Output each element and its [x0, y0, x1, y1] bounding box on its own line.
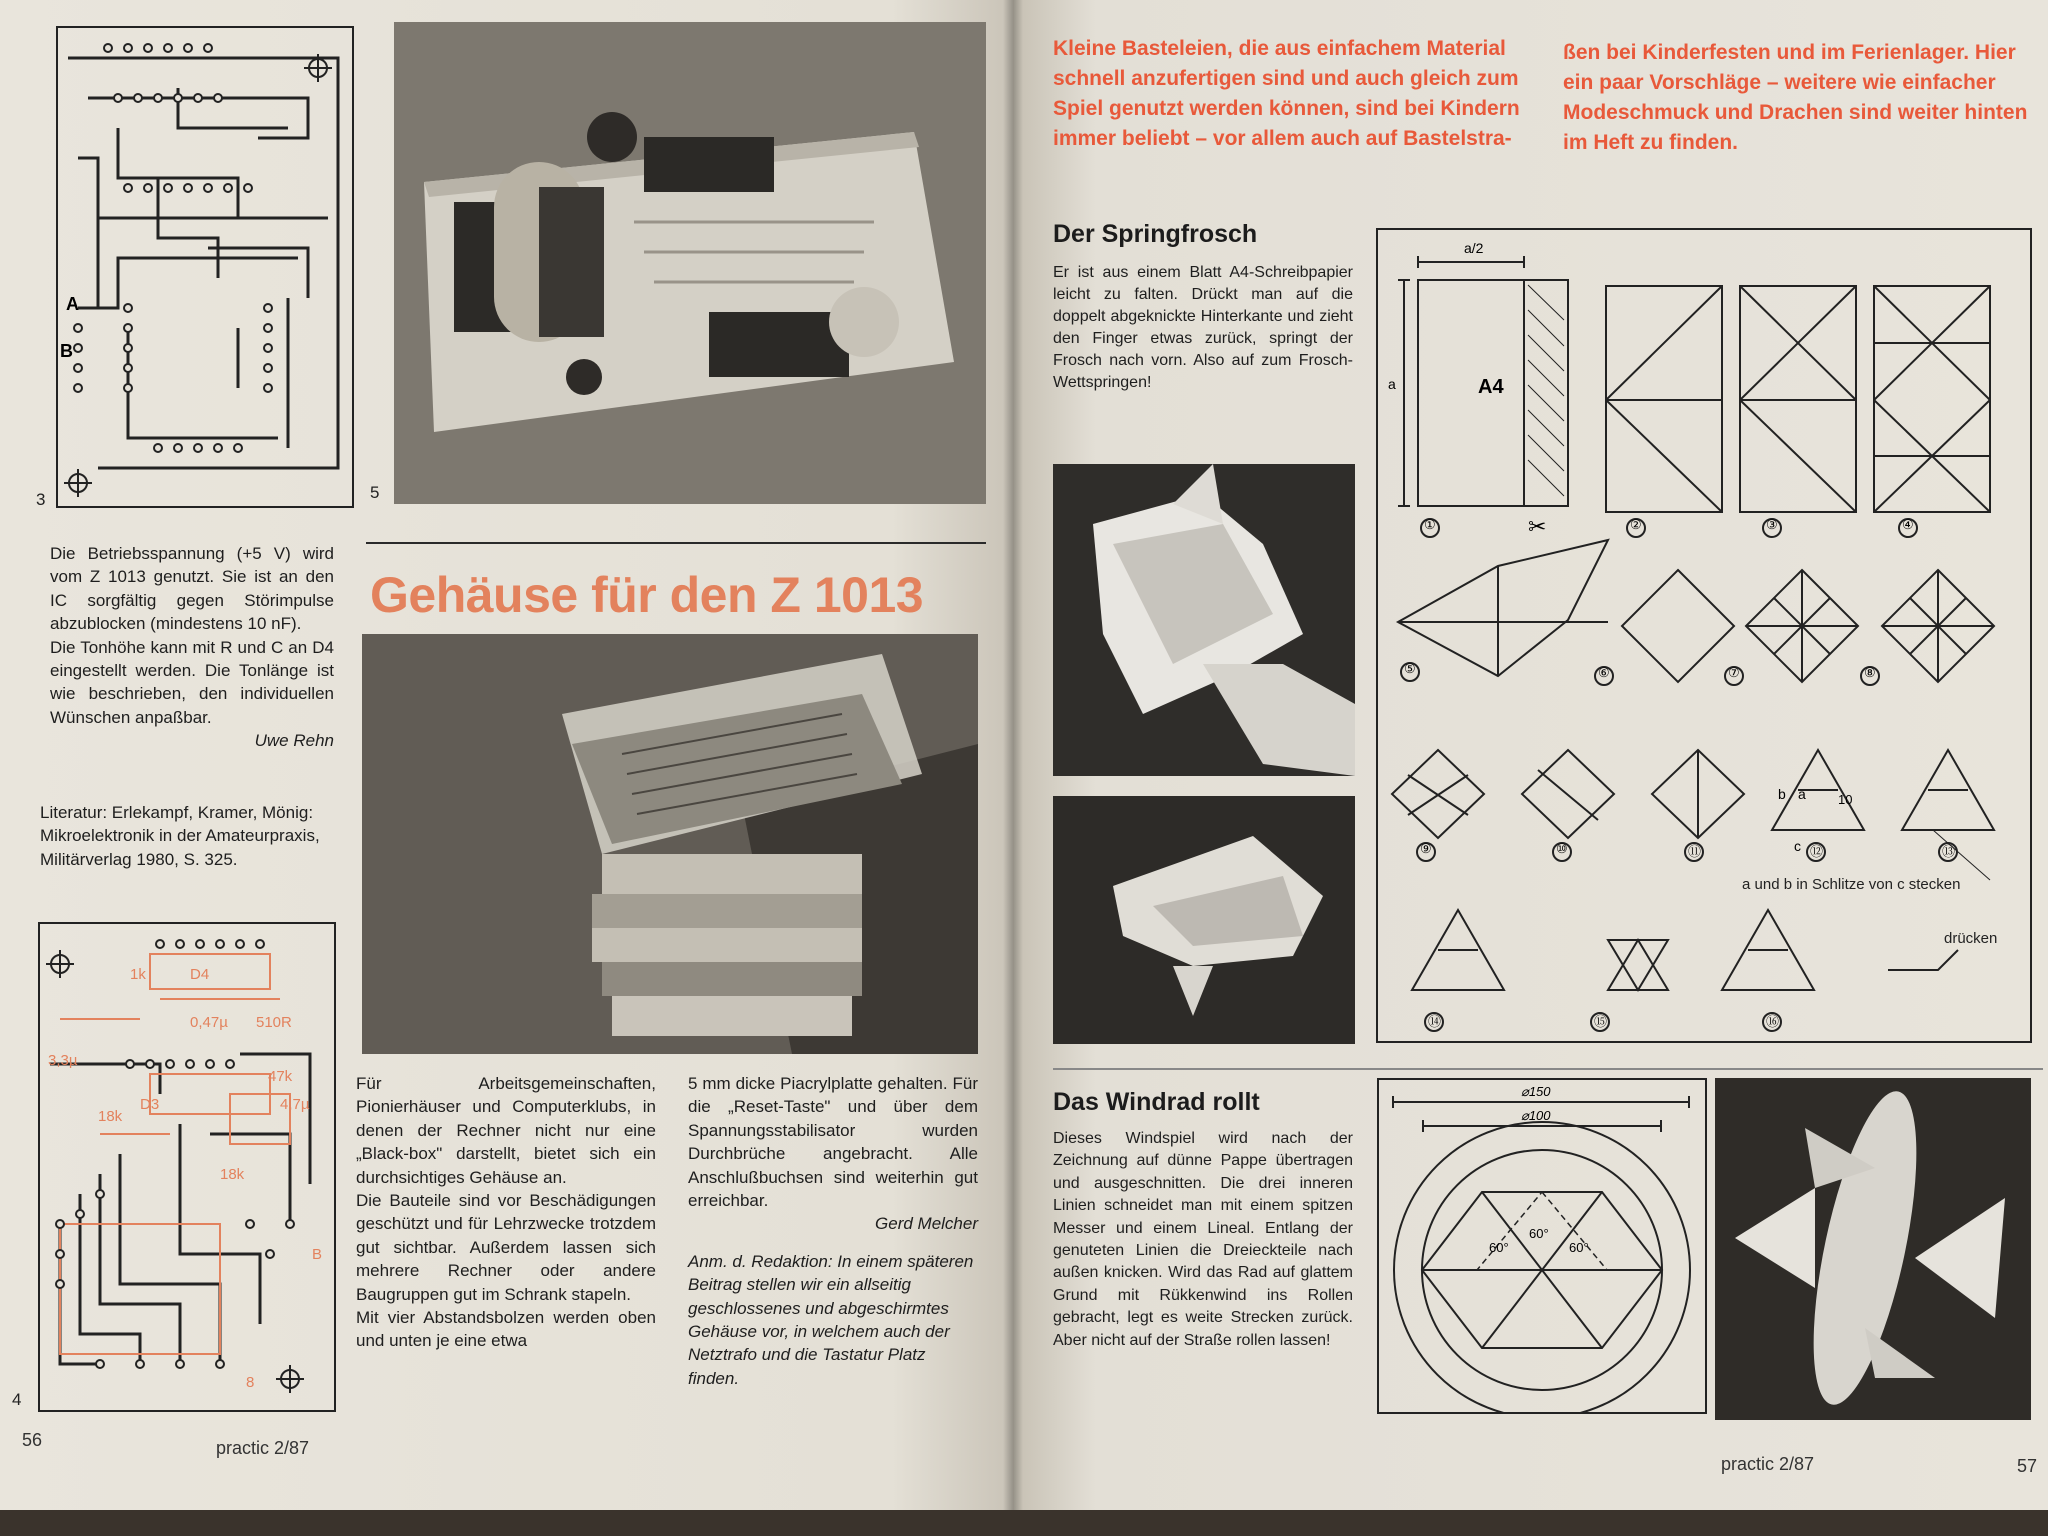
step-15-number: ⑮ [1594, 1014, 1608, 1029]
dim-half-label: a/2 [1464, 240, 1484, 256]
fig4-label-47k: 47k [268, 1068, 293, 1085]
case-paragraph2: Die Bauteile sind vor Beschädigungen geschützt und für Lehrzwecke trotzdem gut sichtbar. Außerdem lassen sich mehrere Rechner oder andere Baugruppen gut im Schrank stapeln. [356, 1191, 656, 1304]
left-page-number: 56 [22, 1430, 43, 1450]
fig4-label-33u: 3,3µ [48, 1052, 78, 1069]
dim-a-label: a [1388, 376, 1396, 392]
section-divider [366, 542, 986, 544]
literature-reference: Literatur: Erlekampf, Kramer, Mönig: Mikroelektronik in der Amateurpraxis, Militärverlag 1980, S. 325. [40, 803, 320, 869]
intro-column2: ßen bei Kinderfesten und im Ferienlager. Hier ein paar Vorschläge – weitere wie einfacher Modeschmuck und Drachen sind weiter hinten im Heft zu finden. [1563, 41, 2028, 154]
fig4-label-47u: 4,7µ [280, 1096, 310, 1113]
case-paragraph4: 5 mm dicke Piacrylplatte gehalten. Für die „Reset-Taste" und über dem Spannungsstabilisator wurden Durchbrüche angebracht. Alle Anschlußbuchsen sind weiterhin gut erreichbar. [688, 1074, 978, 1211]
step-13-number: ⑬ [1942, 844, 1956, 859]
folding-diagram [1376, 228, 2032, 1043]
fig4-label-b: B [312, 1246, 323, 1263]
step-14-number: ⑭ [1428, 1014, 1442, 1029]
figure4-component-layout [38, 922, 336, 1412]
wheel-construction-diagram [1379, 1080, 1705, 1412]
step-10-number: ⑩ [1556, 841, 1568, 856]
step-5-number: ⑤ [1404, 661, 1416, 676]
step-12-number: ⑫ [1810, 844, 1824, 859]
press-instruction: drücken [1944, 930, 1998, 947]
intro-column1: Kleine Basteleien, die aus einfachem Material schnell anzufertigen sind und auch gleich zum Spiel genutzt werden können, sind bei Kindern immer beliebt – vor allem auch auf Bastelstra- [1053, 37, 1520, 150]
angle-label-top: 60° [1529, 1226, 1549, 1241]
author-gerd-melcher: Gerd Melcher [875, 1214, 978, 1234]
fig4-label-d4: D4 [190, 966, 210, 983]
figure5-circuit-photo [394, 22, 986, 504]
step-9-number: ⑨ [1420, 841, 1432, 856]
binding-edge [0, 1510, 2048, 1536]
figure4-number: 4 [12, 1390, 22, 1409]
case-paragraph3: Mit vier Abstandsbolzen werden oben und unten je eine etwa [356, 1308, 656, 1351]
angle-label-right: 60° [1569, 1240, 1589, 1255]
pcb-label-a: A [66, 294, 79, 314]
right-issue-label: practic 2/87 [1721, 1454, 1815, 1474]
fig4-label-8: 8 [246, 1374, 255, 1391]
fold-letter-a: a [1798, 786, 1806, 802]
right-page [1013, 0, 2048, 1510]
diameter-150-label: ⌀150 [1521, 1084, 1551, 1099]
fig4-label-18k-b: 18k [220, 1166, 245, 1183]
figure3-number: 3 [36, 490, 46, 509]
fig4-label-18k-a: 18k [98, 1108, 123, 1125]
author-uwe-rehn: Uwe Rehn [254, 731, 334, 751]
right-section-divider [1053, 1068, 2043, 1070]
dim-ten-label: 10 [1838, 792, 1853, 807]
figure5-number: 5 [370, 483, 380, 502]
fig4-label-d3: D3 [140, 1096, 160, 1113]
fold-letter-c: c [1794, 838, 1801, 854]
step-6-number: ⑥ [1598, 665, 1610, 680]
step-11-number: ⑪ [1688, 844, 1702, 859]
scissors-icon: ✂ [1528, 514, 1547, 539]
frog-title: Der Springfrosch [1053, 220, 1258, 248]
folding-steps-drawing [1378, 230, 2030, 1041]
left-page [0, 0, 1013, 1510]
angle-label-left: 60° [1489, 1240, 1509, 1255]
windmill-wheel-drawing [1377, 1078, 1707, 1414]
paper-frog-photo-bottom [1053, 796, 1355, 1044]
component-layout-diagram [40, 924, 334, 1410]
step-7-number: ⑦ [1728, 665, 1740, 680]
case-article-column1 [356, 1072, 656, 1353]
step-2-number: ② [1630, 517, 1642, 532]
slot-instruction: a und b in Schlitze von c stecken [1742, 876, 1961, 893]
pcb-traces-diagram [58, 28, 352, 506]
frog-text: Er ist aus einem Blatt A4-Schreibpapier leicht zu falten. Drückt man auf die doppelt abgeknickte Hinterkante und zieht den Finger etwas zurück, springt der Frosch nach vorn. Also auf zum Frosch-Wettspringen! [1053, 264, 1353, 391]
paper-frog-photo-top [1053, 464, 1355, 776]
fig4-label-1k: 1k [130, 966, 146, 983]
right-page-number: 57 [2017, 1456, 2038, 1476]
step-16-number: ⑯ [1766, 1014, 1780, 1029]
pcb-label-b: B [60, 341, 73, 361]
supply-paragraph: Die Betriebsspannung (+5 V) wird vom Z 1013 genutzt. Sie ist an den IC sorgfältig gegen Störimpulse abzublocken (mindestens 10 nF). [50, 544, 334, 634]
left-issue-label: practic 2/87 [216, 1438, 310, 1458]
windmill-text: Dieses Windspiel wird nach der Zeichnung auf dünne Pappe übertragen und ausgeschnitten. Die drei inneren Linien schneidet man mit einem spitzen Messer und einem Lineal. Entlang der genuteten Linien die Dreieckteile nach außen knicken. Wird das Rad auf glattem Grund mit Rükkenwind ins Rollen gebracht, legt es weite Strecken zurück. Aber nicht auf der Straße rollen lassen! [1053, 1130, 1353, 1349]
editor-note: Anm. d. Redaktion: In einem späteren Beitrag stellen wir ein allseitig geschlossenes und abgeschirmtes Gehäuse vor, in welchem auch der Netztrafo und die Tastatur Platz finden. [688, 1251, 974, 1388]
step-8-number: ⑧ [1864, 665, 1876, 680]
acrylic-case-photo [362, 634, 978, 1054]
sheet-a4-label: A4 [1478, 376, 1504, 398]
tone-paragraph: Die Tonhöhe kann mit R und C an D4 eingestellt werden. Die Tonlänge ist wie beschrieben, den individuellen Wünschen anpaßbar. [50, 637, 334, 727]
fig4-label-047u: 0,47µ [190, 1014, 228, 1031]
article-headline: Gehäuse für den Z 1013 [370, 567, 924, 623]
diameter-100-label: ⌀100 [1521, 1108, 1551, 1123]
fig4-label-510r: 510R [256, 1014, 292, 1031]
step-1-number: ① [1424, 517, 1436, 532]
step-3-number: ③ [1766, 517, 1778, 532]
supply-text-block [50, 542, 334, 753]
windmill-photo [1715, 1078, 2031, 1420]
book-gutter [1003, 0, 1023, 1510]
case-paragraph1: Für Arbeitsgemeinschaften, Pionierhäuser und Computerklubs, in denen der Rechner nicht nur eine „Black-box" darstellt, bietet sich ein durchsichtiges Gehäuse an. [356, 1074, 656, 1187]
figure3-pcb-layout [56, 26, 354, 508]
windmill-title: Das Windrad rollt [1053, 1088, 1260, 1116]
step-4-number: ④ [1902, 517, 1914, 532]
case-article-column2 [688, 1072, 978, 1390]
fold-letter-b: b [1778, 786, 1786, 802]
